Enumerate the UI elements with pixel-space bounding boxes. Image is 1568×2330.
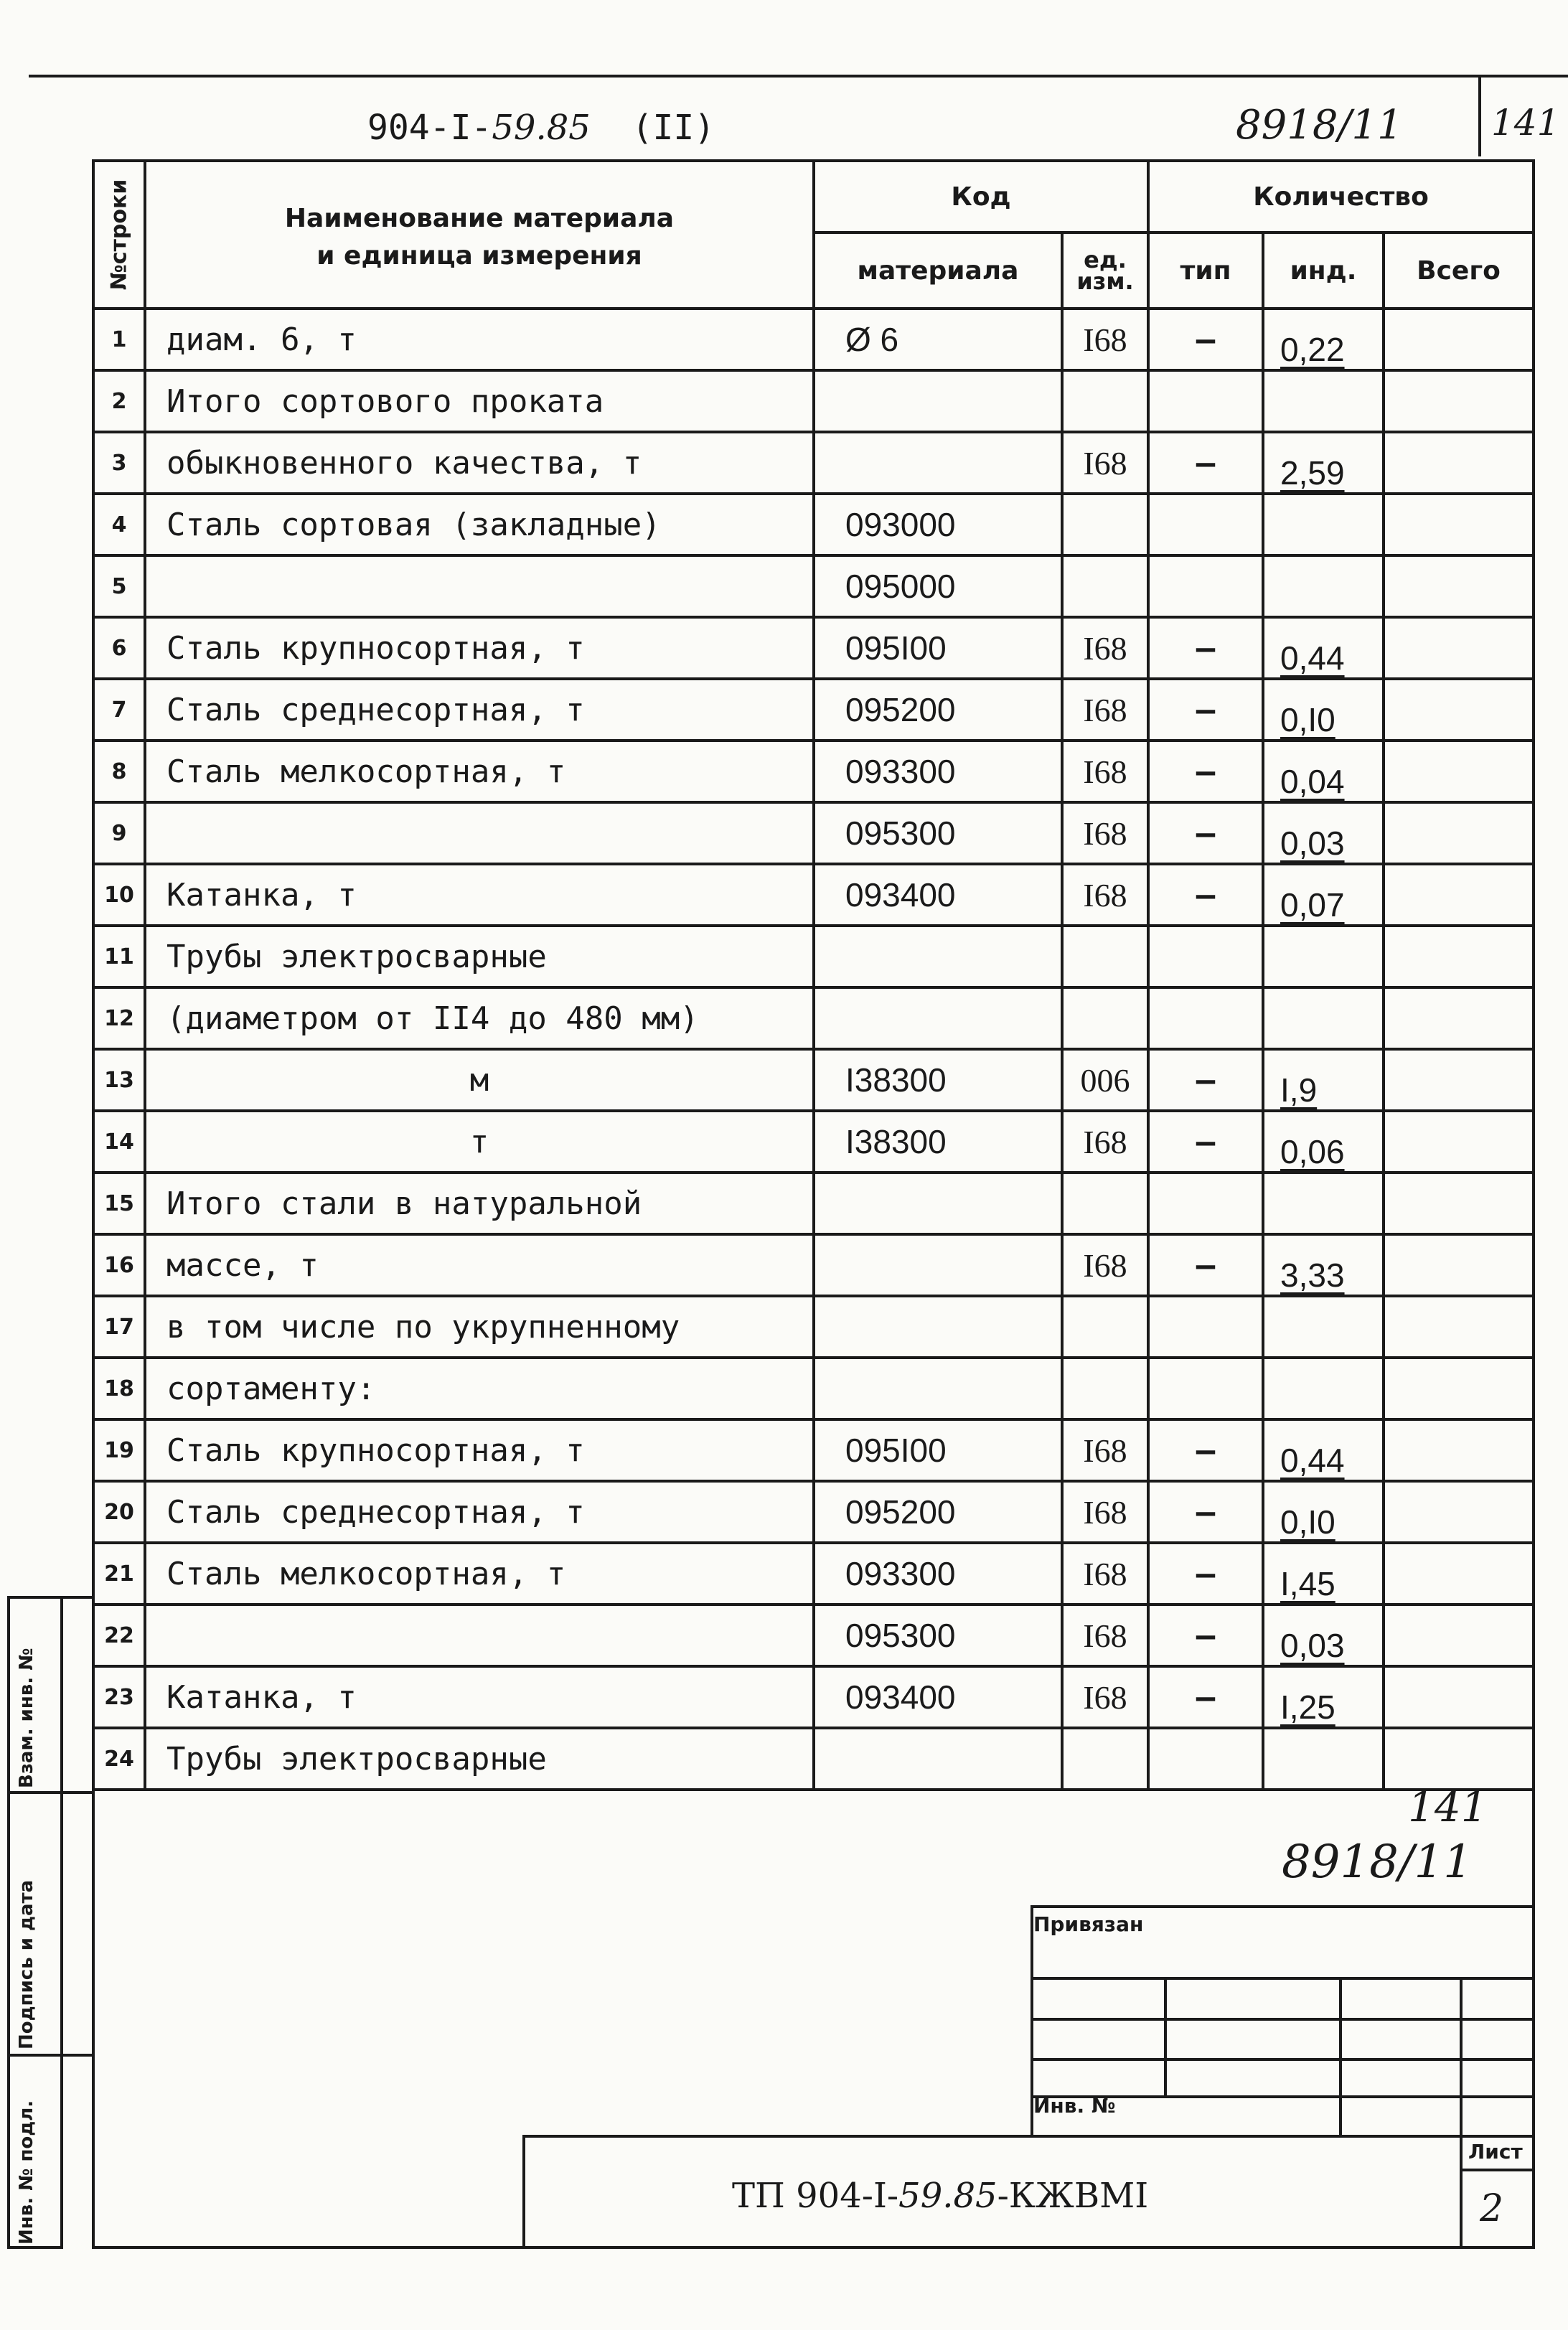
total-quantity-cell [1384,741,1534,802]
total-quantity-cell [1384,987,1534,1049]
unit-code-cell [1062,1358,1148,1419]
title-block-code [732,2176,1148,2216]
header-material-code: материала [814,232,1062,309]
frame-bottom [92,2246,1535,2249]
type-cell: – [1148,741,1263,802]
type-cell [1148,1296,1263,1358]
individual-quantity-value: 0,06 [1280,1133,1345,1170]
individual-quantity-cell [1263,987,1384,1049]
title-block-left [522,2135,525,2249]
individual-quantity-value: 0,07 [1280,886,1345,924]
sheet-box-divider [1460,2169,1535,2171]
table-row [93,1481,1534,1543]
title-code-prefix: ТП 904-I- [732,2176,899,2216]
individual-quantity-cell [1263,555,1384,617]
row-number-cell: 18 [93,1358,145,1419]
header-total: Всего [1384,232,1534,309]
type-cell: – [1148,1111,1263,1173]
table-row [93,1666,1534,1728]
total-quantity-cell [1384,1173,1534,1234]
individual-quantity-value: 0,I0 [1280,1503,1335,1541]
individual-quantity-cell [1263,1358,1384,1419]
individual-quantity-cell [1263,1111,1384,1173]
table-row [93,1049,1534,1111]
inventory-number-label: Инв. № [1033,2094,1116,2118]
row-number-cell: 17 [93,1296,145,1358]
table-row [93,1419,1534,1481]
individual-quantity-cell [1263,309,1384,370]
sheet-value: 2 [1480,2187,1504,2230]
row-number-cell: 13 [93,1049,145,1111]
privyazan-label: Привязан [1033,1912,1144,1936]
material-code-cell: 095300 [814,802,1062,864]
individual-quantity-cell [1263,1049,1384,1111]
row-number-cell: 4 [93,494,145,555]
document-code-suffix: (II) [632,108,715,148]
unit-code-cell: I68 [1062,864,1148,926]
title-block-top [522,2135,1535,2138]
total-quantity-cell [1384,1419,1534,1481]
unit-code-cell [1062,494,1148,555]
material-name-cell: т [145,1111,814,1173]
individual-quantity-value: I,9 [1280,1071,1318,1109]
total-quantity-cell [1384,1666,1534,1728]
type-cell [1148,370,1263,432]
type-cell: – [1148,617,1263,679]
individual-quantity-cell [1263,1666,1384,1728]
stamp-col-2 [1339,1977,1342,2135]
material-name-cell: Итого сортового проката [145,370,814,432]
row-number-cell: 3 [93,432,145,494]
material-code-cell: Ø 6 [814,309,1062,370]
unit-code-cell [1062,1728,1148,1790]
material-name-cell: Катанка, т [145,864,814,926]
row-number-cell: 1 [93,309,145,370]
material-code-cell [814,1728,1062,1790]
specification-table [92,159,1535,1791]
table-row [93,1605,1534,1666]
table-row [93,370,1534,432]
material-code-cell: 093300 [814,1543,1062,1605]
table-row [93,1111,1534,1173]
individual-quantity-cell [1263,1605,1384,1666]
table-row [93,555,1534,617]
total-quantity-cell [1384,1296,1534,1358]
individual-quantity-value: 0,22 [1280,331,1345,368]
row-number-cell: 5 [93,555,145,617]
total-quantity-cell [1384,494,1534,555]
material-code-cell [814,926,1062,987]
material-name-cell: обыкновенного качества, т [145,432,814,494]
handwritten-document-number: 8918/11 [1282,1836,1473,1889]
type-cell: – [1148,1605,1263,1666]
material-code-cell: 095200 [814,679,1062,741]
material-name-cell [145,555,814,617]
table-row [93,1173,1534,1234]
material-name-cell: Сталь среднесортная, т [145,1481,814,1543]
material-name-cell: массе, т [145,1234,814,1296]
table-row [93,432,1534,494]
material-code-cell: 095200 [814,1481,1062,1543]
unit-code-cell: I68 [1062,617,1148,679]
material-code-cell [814,987,1062,1049]
individual-quantity-cell [1263,370,1384,432]
individual-quantity-cell [1263,741,1384,802]
type-cell [1148,1728,1263,1790]
strip-sep-1 [7,1791,92,1794]
individual-quantity-cell [1263,802,1384,864]
material-code-cell: 095000 [814,555,1062,617]
type-cell [1148,1358,1263,1419]
unit-code-cell [1062,555,1148,617]
material-code-cell: 095I00 [814,1419,1062,1481]
material-code-cell: 093400 [814,1666,1062,1728]
type-cell: – [1148,1234,1263,1296]
title-code-handwritten: 59.85 [898,2176,997,2216]
specification-body [93,309,1534,1790]
total-quantity-cell [1384,1543,1534,1605]
unit-code-cell: I68 [1062,741,1148,802]
material-name-cell: Сталь крупносортная, т [145,1419,814,1481]
material-name-cell: в том числе по укрупненному [145,1296,814,1358]
type-cell: – [1148,1049,1263,1111]
individual-quantity-cell [1263,864,1384,926]
individual-quantity-cell [1263,1481,1384,1543]
table-row [93,987,1534,1049]
type-cell [1148,1173,1263,1234]
total-quantity-cell [1384,617,1534,679]
frame-right [1532,1777,1535,2246]
type-cell: – [1148,679,1263,741]
row-number-cell: 11 [93,926,145,987]
individual-quantity-cell [1263,1296,1384,1358]
total-quantity-cell [1384,1049,1534,1111]
row-number-cell: 12 [93,987,145,1049]
material-name-cell: Сталь сортовая (закладные) [145,494,814,555]
row-number-cell: 19 [93,1419,145,1481]
unit-code-cell [1062,370,1148,432]
material-code-cell: 095300 [814,1605,1062,1666]
type-cell: – [1148,802,1263,864]
material-code-cell: 093000 [814,494,1062,555]
unit-code-cell: I68 [1062,432,1148,494]
unit-code-cell: I68 [1062,802,1148,864]
individual-quantity-cell [1263,1543,1384,1605]
material-name-cell: Сталь мелкосортная, т [145,741,814,802]
unit-code-cell [1062,926,1148,987]
individual-quantity-value: 0,44 [1280,1442,1345,1479]
total-quantity-cell [1384,864,1534,926]
individual-quantity-value: 0,03 [1280,825,1345,862]
title-code-suffix: -КЖВМI [997,2176,1149,2216]
material-name-cell: Трубы электросварные [145,1728,814,1790]
individual-quantity-value: I,25 [1280,1688,1335,1726]
type-cell [1148,494,1263,555]
material-code-cell [814,1296,1062,1358]
frame-left [92,1777,95,2246]
top-rule [29,75,1568,77]
total-quantity-cell [1384,1481,1534,1543]
total-quantity-cell [1384,1605,1534,1666]
header-individual: инд. [1263,232,1384,309]
material-code-cell: I38300 [814,1111,1062,1173]
document-code-handwritten: 59.85 [492,108,591,148]
header-name-line2: и единица измерения [316,241,642,271]
unit-code-cell: I68 [1062,679,1148,741]
material-name-cell [145,802,814,864]
margin-label-signature-date: Подпись и дата [16,1879,37,2049]
table-row [93,617,1534,679]
table-row [93,802,1534,864]
document-number: 8918/11 [1236,102,1403,149]
row-number-cell: 10 [93,864,145,926]
material-code-cell [814,432,1062,494]
header-type: тип [1148,232,1263,309]
total-quantity-cell [1384,370,1534,432]
unit-code-cell: I68 [1062,309,1148,370]
material-name-cell [145,1605,814,1666]
header-row-number: №строки [93,161,145,309]
sheet-corner-number: 141 [1491,102,1560,144]
table-row [93,1543,1534,1605]
material-code-cell [814,1234,1062,1296]
header-code-group: Код [814,161,1148,232]
total-quantity-cell [1384,926,1534,987]
individual-quantity-value: 0,04 [1280,763,1345,800]
material-name-cell: Сталь среднесортная, т [145,679,814,741]
header-name-line1: Наименование материала [284,204,675,233]
type-cell: – [1148,1666,1263,1728]
individual-quantity-value: 0,44 [1280,639,1345,677]
unit-code-cell [1062,1173,1148,1234]
unit-code-cell [1062,987,1148,1049]
material-name-cell: Сталь мелкосортная, т [145,1543,814,1605]
type-cell: – [1148,864,1263,926]
total-quantity-cell [1384,555,1534,617]
unit-code-cell: I68 [1062,1419,1148,1481]
unit-code-cell: I68 [1062,1543,1148,1605]
type-cell: – [1148,1481,1263,1543]
individual-quantity-cell [1263,432,1384,494]
stamp-col-3 [1460,1977,1463,2246]
sheet-label: Лист [1468,2140,1523,2164]
row-number-cell: 22 [93,1605,145,1666]
type-cell: – [1148,432,1263,494]
type-cell: – [1148,309,1263,370]
individual-quantity-cell [1263,1419,1384,1481]
row-number-cell: 16 [93,1234,145,1296]
unit-code-cell: 006 [1062,1049,1148,1111]
type-cell: – [1148,1543,1263,1605]
material-code-cell [814,370,1062,432]
total-quantity-cell [1384,1111,1534,1173]
header-unit-code: ед. изм. [1062,232,1148,309]
row-number-cell: 9 [93,802,145,864]
individual-quantity-cell [1263,1173,1384,1234]
stamp-top [1031,1905,1535,1908]
individual-quantity-value: 3,33 [1280,1256,1345,1294]
row-number-cell: 7 [93,679,145,741]
individual-quantity-value: 2,59 [1280,454,1345,492]
table-row [93,679,1534,741]
table-row [93,1728,1534,1790]
stamp-col-1 [1164,1977,1167,2095]
row-number-cell: 2 [93,370,145,432]
material-name-cell: диам. 6, т [145,309,814,370]
table-row [93,864,1534,926]
material-name-cell: Катанка, т [145,1666,814,1728]
table-row [93,309,1534,370]
strip-sep-2 [7,2054,92,2057]
row-number-cell: 8 [93,741,145,802]
strip-sep-top [7,1596,92,1599]
table-row [93,741,1534,802]
individual-quantity-cell [1263,926,1384,987]
individual-quantity-cell [1263,494,1384,555]
individual-quantity-value: 0,03 [1280,1627,1345,1664]
header-quantity-group: Количество [1148,161,1534,232]
total-quantity-cell [1384,679,1534,741]
margin-label-vzam-inv: Взам. инв. № [16,1648,37,1788]
material-code-cell: 093300 [814,741,1062,802]
total-quantity-cell [1384,432,1534,494]
material-name-cell: Итого стали в натуральной [145,1173,814,1234]
unit-code-cell: I68 [1062,1481,1148,1543]
row-number-cell: 20 [93,1481,145,1543]
material-name-cell: м [145,1049,814,1111]
total-quantity-cell [1384,1728,1534,1790]
material-code-cell [814,1173,1062,1234]
unit-code-cell: I68 [1062,1111,1148,1173]
total-quantity-cell [1384,309,1534,370]
type-cell [1148,926,1263,987]
total-quantity-cell [1384,1234,1534,1296]
individual-quantity-cell [1263,679,1384,741]
document-code [367,108,715,148]
header-material-name [145,161,814,309]
row-number-cell: 23 [93,1666,145,1728]
unit-code-cell: I68 [1062,1234,1148,1296]
table-row [93,494,1534,555]
material-name-cell: (диаметром от II4 до 480 мм) [145,987,814,1049]
individual-quantity-cell [1263,1234,1384,1296]
row-number-cell: 6 [93,617,145,679]
material-code-cell: 093400 [814,864,1062,926]
unit-code-cell: I68 [1062,1605,1148,1666]
individual-quantity-value: I,45 [1280,1565,1335,1602]
total-quantity-cell [1384,1358,1534,1419]
individual-quantity-value: 0,I0 [1280,701,1335,738]
margin-label-inv-podl: Инв. № подл. [16,2100,37,2245]
row-number-cell: 21 [93,1543,145,1605]
type-cell [1148,987,1263,1049]
table-row [93,1234,1534,1296]
material-code-cell: I38300 [814,1049,1062,1111]
handwritten-sheet-number: 141 [1408,1782,1488,1831]
type-cell: – [1148,1419,1263,1481]
material-name-cell: сортаменту: [145,1358,814,1419]
individual-quantity-cell [1263,617,1384,679]
material-name-cell: Сталь крупносортная, т [145,617,814,679]
document-code-prefix: 904-I- [367,108,492,148]
row-number-cell: 14 [93,1111,145,1173]
material-name-cell: Трубы электросварные [145,926,814,987]
table-row [93,1358,1534,1419]
material-code-cell [814,1358,1062,1419]
total-quantity-cell [1384,802,1534,864]
material-code-cell: 095I00 [814,617,1062,679]
table-row [93,926,1534,987]
row-number-cell: 24 [93,1728,145,1790]
unit-code-cell: I68 [1062,1666,1148,1728]
unit-code-cell [1062,1296,1148,1358]
individual-quantity-cell [1263,1728,1384,1790]
type-cell [1148,555,1263,617]
corner-divider [1478,77,1481,156]
table-row [93,1296,1534,1358]
row-number-cell: 15 [93,1173,145,1234]
